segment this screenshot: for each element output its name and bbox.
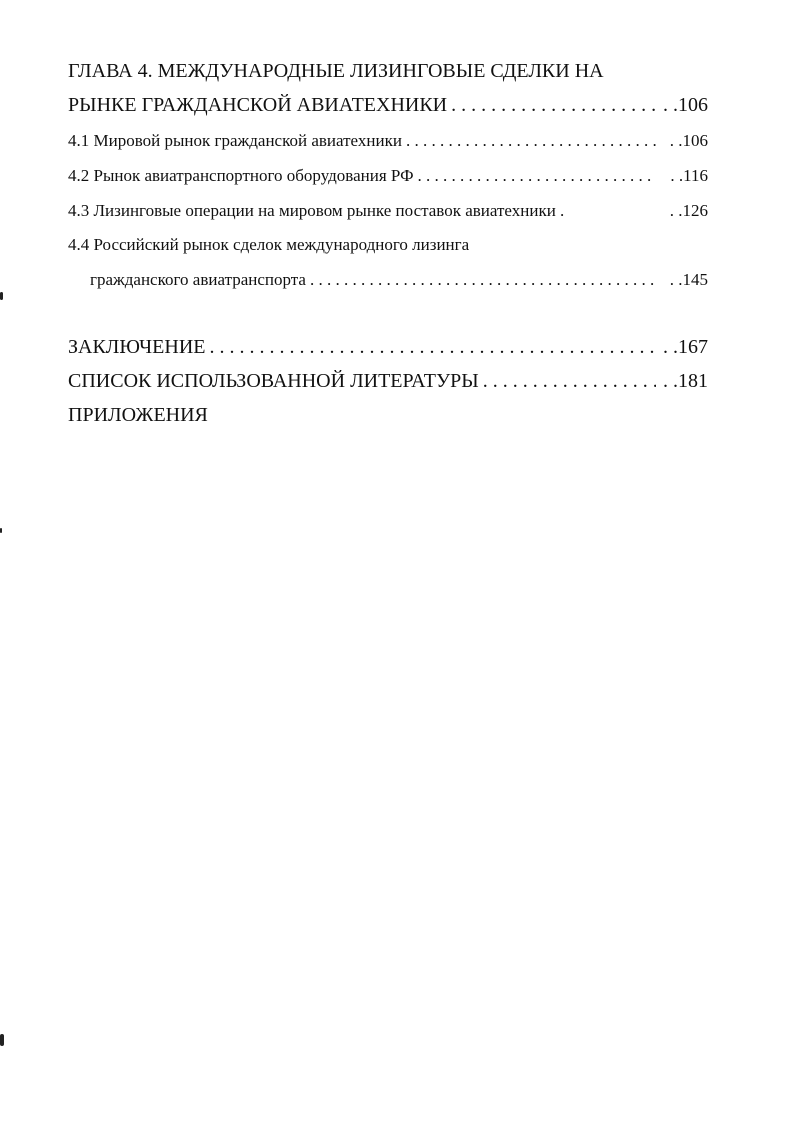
toc-section-title: 4.2 Рынок авиатранспортного оборудования РФ xyxy=(68,166,414,185)
dot-leader xyxy=(209,336,656,359)
toc-section-4-2 xyxy=(68,166,708,186)
toc-section-title: 4.3 Лизинговые операции на мировом рынке поставок авиатехники . xyxy=(68,201,565,220)
dot-leader xyxy=(483,370,656,393)
toc-chapter4-title-line1: ГЛАВА 4. МЕЖДУНАРОДНЫЕ ЛИЗИНГОВЫЕ СДЕЛКИ НА xyxy=(68,60,604,82)
toc-section-title-line2: гражданского авиатранспорта xyxy=(90,270,306,289)
scan-mark xyxy=(0,1034,4,1046)
dot-leader xyxy=(451,94,656,117)
toc-chapter4-page: . .106 xyxy=(663,94,708,116)
toc-chapter4-heading xyxy=(68,60,708,83)
toc-bibliography-title: СПИСОК ИСПОЛЬЗОВАННОЙ ЛИТЕРАТУРЫ xyxy=(68,370,479,392)
dot-leader xyxy=(406,131,656,151)
dot-leader xyxy=(310,270,656,290)
toc-section-title: 4.1 Мировой рынок гражданской авиатехники xyxy=(68,131,402,150)
toc-bibliography-page: . .181 xyxy=(663,370,708,392)
toc-chapter4-title-line2: РЫНКЕ ГРАЖДАНСКОЙ АВИАТЕХНИКИ xyxy=(68,94,448,116)
toc-section-page: . .126 xyxy=(669,201,708,220)
toc-conclusion-page: . .167 xyxy=(663,336,708,358)
toc-bibliography xyxy=(68,370,708,393)
toc-section-4-4 xyxy=(90,270,708,290)
scan-mark xyxy=(0,528,2,533)
toc-section-4-4-heading xyxy=(68,235,708,255)
toc-section-4-1 xyxy=(68,131,708,151)
toc-section-title-line1: 4.4 Российский рынок сделок международного лизинга xyxy=(68,235,470,254)
toc-section-page: . .116 xyxy=(670,166,708,185)
toc-section-4-3 xyxy=(68,201,708,221)
scan-mark xyxy=(0,292,3,300)
toc-section-page: . .145 xyxy=(669,270,708,289)
toc-section-page: . .106 xyxy=(669,131,708,150)
toc-conclusion xyxy=(68,336,708,359)
toc-conclusion-title: ЗАКЛЮЧЕНИЕ xyxy=(68,336,206,358)
toc-appendices xyxy=(68,404,708,427)
toc-chapter4-entry xyxy=(68,94,708,117)
dot-leader xyxy=(418,166,657,186)
toc-appendices-title: ПРИЛОЖЕНИЯ xyxy=(68,404,208,426)
